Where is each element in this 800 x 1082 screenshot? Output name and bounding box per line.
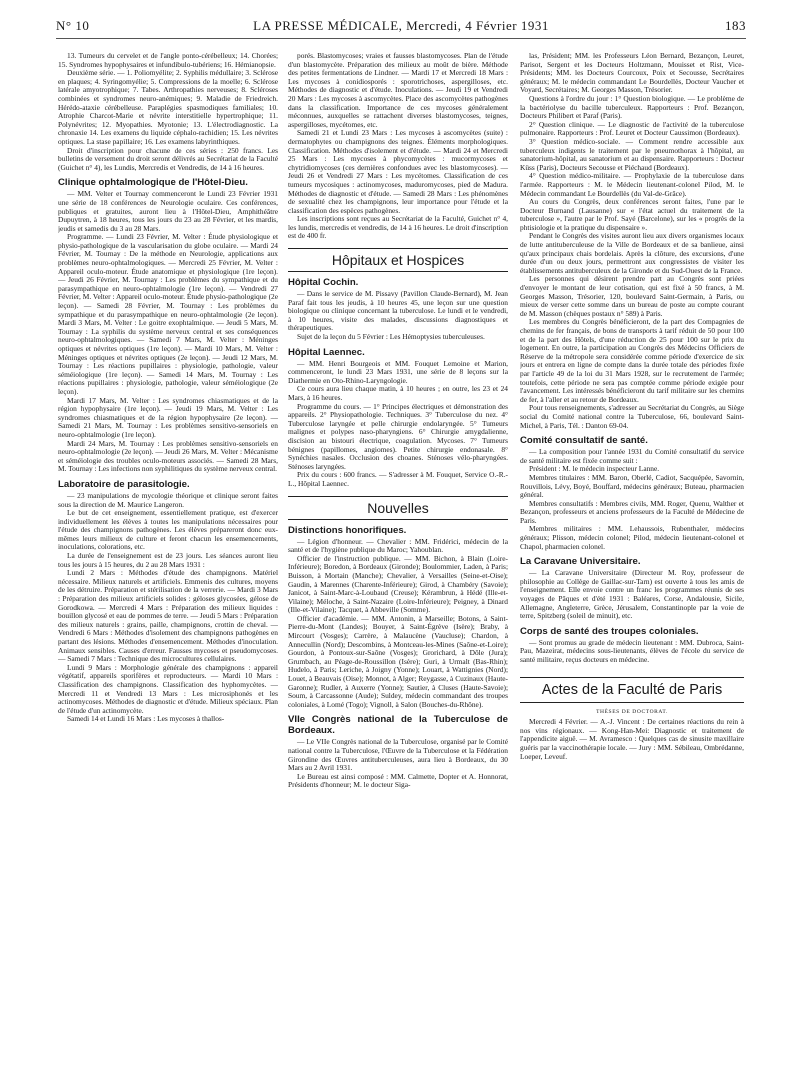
heading-corps-sante-coloniales: Corps de santé des troupes coloniales. (520, 625, 699, 637)
page-header (56, 18, 746, 34)
paragraph: Samedi 14 et Lundi 16 Mars : Les mycoses à thallos- (67, 714, 225, 724)
paragraph: Deuxième série. — 1. Poliomyélite; 2. Syphilis médullaire; 3. Sclérose en plaques; 4. Syringomyélie; 5. Compressions de la moelle; 6. Sclérose latérale amyotrophique; 7. Tabes. Arthropathies nerveuses; 8. Scléroses combinées et syndromes neuro-anémiques; 9. Maladie de Friedreich. Hérédo-ataxie cérébelleuse. Paraplégies spasmodiques familiales; 10. Atrophie Charcot-Marie et névrite interstitielle hypertrophique; 11. Polynévrites; 12. Myopathies. Myotonie; 13. L'électrodiagnostic. La chronaxie 14. Les examens du liquide céphalo-rachidien; 15. Les névrites optiques. La stase papillaire; 16. Les examens labyrinthiques. (58, 68, 278, 146)
heading-hopital-cochin: Hôpital Cochin. (288, 277, 359, 289)
paragraph: Samedi 21 et Lundi 23 Mars : Les mycoses à ascomycètes (suite) : dermatophytes ou champignons des teignes. Éléments morphologiques. Classification. Méthodes d'isolement et d'étude. — Mardi 24 et Mercredi 25 Mars : Les mycoses à phycomycètes : mucormycoses et chytridiomycoses (ces dernières confondues avec les blastomycoses). — Jeudi 26 et Vendredi 27 Mars : Les mycétomes. Classification de ces tumeurs mycosiques : actinomycoses, maduromycoses, pied de Madura. Méthodes de diagnostic et d'étude. — Samedi 28 Mars : Les phénomènes de sexualité chez les champignons, leur importance pour l'étude et la classification des espèces pathogènes. (288, 128, 508, 215)
heading-comite-consultatif: Comité consultatif de santé. (520, 435, 648, 447)
column-1 (58, 52, 278, 724)
paragraph: Sujet de la leçon du 5 Février : Les Hémoptysies tuberculeuses. (297, 332, 485, 342)
column-2 (288, 52, 508, 790)
page-number: 183 (725, 18, 746, 33)
paragraph: — Le VIIe Congrès national de la Tuberculose, organisé par le Comité national contre la Tuberculose, l'Œuvre de la Tuberculose et la Fédération Girondine des Œuvres antituberculeuses, aura lieu à Bordeaux, du 30 Mars au 2 Avril 1931. (288, 737, 508, 773)
paragraph: porés. Blastomycoses; vraies et fausses blastomycoses. Plan de l'étude d'un blastomycète. Préparation des milieux au moût de bière. Méthode des petites fermentations de Lindner. — Mardi 17 et Mercredi 18 Mars : Les mycoses à conidiosporés : sporotrichoses, aspergilloses, etc. Méthodes de diagnostic et d'étude. Inoculations. — Jeudi 19 et Vendredi 20 Mars : Les mycoses à ascomycètes. Place des ascomycètes pathogènes dans la classification. Importance de ces mycoses généralement méconnues, auxquelles se rattachent diverses blastomycoses, teignes, aspergilloses, mycétomes, etc. (288, 52, 508, 129)
paragraph: Membres consultatifs : Membres civils, MM. Roger, Quenu, Walther et Bezançon, professeurs et anciens professeurs de la Faculté de Médecine de Paris. (520, 498, 744, 525)
heading-distinctions: Distinctions honorifiques. (288, 524, 407, 536)
paragraph: Les membres du Congrès bénéficieront, de la part des Compagnies de chemins de fer français, de bons de transports à tarif réduit de 50 pour 100 et de la part des Hôtels, d'une réduction de 25 pour 100 sur le prix du logement. En outre, la participation au Congrès des Médecins Officiers de Réserve de la métropole sera considérée comme période d'exercice de six jours et entrera en ligne de compte dans la durée totale des périodes fixée par l'article 49 de la loi du 31 Mars 1928, sur le recrutement de l'armée; toutefois, cette période ne sera pas comptée comme période exigée pour l'avancement. Les intéressés bénéficieront du tarif militaire sur les chemins de fer, à l'aller et au retour de Bordeaux. (520, 317, 744, 404)
paragraph: — MM. Henri Bourgeois et MM. Fouquet Lemoine et Marion, commenceront, le lundi 23 Mars 1931, une série de 8 leçons sur la Diathermie en Oto-Rhino-Laryngologie. (288, 358, 508, 385)
paragraph: Mardi 17 Mars, M. Velter : Les syndromes chiasmatiques et de la région hypophysaire (1re leçon). — Jeudi 19 Mars, M. Velter : Les syndromes chiasmatiques et de la région hypophysaire (2e leçon). — Samedi 21 Mars, M. Tournay : Les problèmes sensitivo-sensoriels en neuro-ophtalmologie (1re leçon). (58, 395, 278, 439)
paragraph: Ce cours aura lieu chaque matin, à 10 heures ; en outre, les 23 et 24 Mars, à 16 heures. (288, 384, 508, 402)
paragraph: Officier de l'instruction publique. — MM. Bichon, à Blain (Loire-Inférieure); Boredon, à Bordeaux (Gironde); Boulommier, Laden, à Paris; Buisson, à Mortain (Manche); Chevalier, à Versailles (Seine-et-Oise); Gaudin, à Marennes (Charente-Inférieure); Girod, à Chambéry (Savoie); Janicot, à Saint-Marc-à-Loubaud (Creuse); Kérambrun, à Hédé (Ille-et-Vilaine); Méloche, à Saint-Nazaire (Loire-Inférieure); Peigney, à Dinard (Ille-et-Vilaine); Tacquet, à Abbeville (Somme). (288, 553, 508, 615)
paragraph: Lundi 9 Mars : Morphologie générale des champignons : appareil végétatif, appareils sporifères et reproducteurs. — Mardi 10 Mars : Classification des champignons. Classification des hyphomycètes. — Mercredi 11 et Vendredi 13 Mars : Les microsiphonés et les actinomycoses. Méthodes de diagnostic et d'étude. Milieux spéciaux. Plan de l'étude d'un actinomycète. (58, 662, 278, 715)
paragraph: Questions à l'ordre du jour : 1° Question biologique. — Le problème de la bactériolyse du bacille tuberculeux. Rapporteurs : Prof. Bezançon, Docteurs Philibert et Paraf (Paris). (520, 93, 744, 121)
heading-laboratoire-parasitologie: Laboratoire de parasitologie. (58, 478, 190, 490)
paragraph: — MM. Velter et Tournay commenceront le Lundi 23 Février 1931 une série de 18 conférences de Neurologie oculaire. Ces conférences, publiques et gratuites, auront lieu à l'Hôtel-Dieu, Amphithéâtre Dupuytren, à 18 heures, tous les jours du 23 au 28 Février, et les mardis, jeudis et samedis du 3 au 28 Mars. (58, 189, 278, 233)
paragraph: 13. Tumeurs du cervelet et de l'angle ponto-cérébelleux; 14. Chorées; 15. Syndromes hypophysaires et infundibulo-tubériens; 16. Hémianopsie. (58, 52, 278, 69)
subheading-theses: THÈSES DE DOCTORAT. (596, 708, 668, 715)
issue-number: N° 10 (56, 18, 90, 33)
paragraph: Le Bureau est ainsi composé : MM. Calmette, Dopter et A. Honnorat, Présidents d'honneur; M. le docteur Siga- (288, 771, 508, 790)
paragraph: Lundi 2 Mars : Méthodes d'étude des champignons. Matériel nécessaire. Milieux naturels et artificiels. Emmenis des cultures, moyens de les détruire. Préparation et stérilisation de la verrerie. — Mardi 3 Mars : Préparation des milieux artificiels solides : géloses glycosées, gélose de Gorodkowa. — Mercredi 4 Mars : Préparation des milieux liquides : bouillon glycosé et eau de pommes de terre. — Jeudi 5 Mars : Préparation des milieux naturels : grains, paille, champignons, crottin de cheval. — Vendredi 6 Mars : Méthodes d'isolement des champignons pathogènes en partant des lésions. Méthodes d'ensemencement. Méthodes d'inoculation. Animaux sensibles. Causes d'erreur. Fausses mycoses et pseudomycoses. — Samedi 7 Mars : Technique des microcultures cellulaires. (58, 568, 278, 664)
paragraph: Officier d'académie. — MM. Antonin, à Marseille; Botons, à Saint-Pierre-du-Mont (Landes); Bouyer, à Saint-Égrève (Isère); Braby, à Mircourt (Vosges); Carrère, à Malaucène (Vaucluse); Chardon, à Annecullin (Nord); Descombins, à Montceau-les-Mines (Saône-et-Loire); Gourdon, à Pontoux-sur-Saône (Vosges); Grorichard, à Dôle (Jura); Grumbach, au Péage-de-Roussillon (Isère); Guri, à Urmalt (Bas-Rhin); Hudelo, à Paris; Leriche, à Joigny (Yonne); Louart, à Wattignies (Nord); Louet, à Beauvais (Oise); Monnot, à Alger; Reygasse, à Cuzinaux (Haute-Garonne); Rudler, à Auxerre (Yonne); Sautier, à Cluses (Haute-Savoie); Soum, à Carcassonne (Aude); Suldey, médecin commandant des troupes coloniales, à Lomé (Togo); Vignoll, à Salon (Bouches-du-Rhône). (288, 613, 508, 709)
paragraph: Les inscriptions sont reçues au Secrétariat de la Faculté, Guichet n° 4, les lundis, mercredis et vendredis, de 14 à 16 heures. Le droit d'inscription est de 400 fr. (288, 214, 508, 241)
paragraph: — Légion d'honneur. — Chevalier : MM. Fridérici, médecin de la santé et de l'hygiène publique du Maroc; Yahoublan. (288, 536, 508, 555)
paragraph: las, Président; MM. les Professeurs Léon Bernard, Bezançon, Leuret, Parisot, Sergent et les Docteurs Holtzmann, Mouisset et Rist, Vice-Présidents; MM. les Docteurs Courcoux, Poix et Secousse, Secrétaires généraux; M. le médecin commandant Le Bourdellès, Docteur Vaucher et Voyard, Secrétaires; M. Georges Masson, Trésorier. (520, 52, 744, 95)
paragraph: Mardi 24 Mars, M. Tournay : Les problèmes sensitivo-sensoriels en neuro-ophtalmologie (2e leçon). — Jeudi 26 Mars, M. Velter : Mécanisme et séméiologie des troubles oculo-moteurs associés. — Samedi 28 Mars, M. Tournay : Les infections non syphilitiques du système nerveux central. (58, 438, 278, 474)
paragraph: Le but de cet enseignement, essentiellement pratique, est d'exercer individuellement les élèves à toutes les manipulations nécessaires pour l'étude des champignons pathogènes. Les élèves prépareront donc eux-mêmes leurs milieux de culture et feront chacun les ensemencements, inoculations, colorations, etc. (58, 508, 278, 552)
heading-hopital-laennec: Hôpital Laennec. (288, 346, 365, 358)
paragraph: 4° Question médico-militaire. — Prophylaxie de la tuberculose dans l'armée. Rapporteurs : M. le Médecin lieutenant-colonel Pilod, M. le Médecin commandant Le Bourdellès (du Val-de-Grâce). (520, 171, 744, 198)
paragraph: Programme du cours. — 1° Principes électriques et démonstration des appareils. 2° Physiopathologie. Techniques. 3° Tuberculose du nez. 4° Tuberculose laryngée et pelle chirurgie endolaryngée. 5° Tumeurs malignes et polypes naso-pharyngiens. 6° Chirurgie amygdalienne, discision au bistouri électrique, coagulation. Mycoses. 7° Tumeurs bénignes (papillomes, angiomes). Petite chirurgie endonasale. 8° Synéchies nasales. Occlusion des choanes. Sténoses vélo-pharyngées. Sténoses laryngées. (288, 401, 508, 471)
paragraph: Mercredi 4 Février. — A.-J. Vincent : De certaines réactions du rein à nos vins régionaux. — Kong-Han-Mei: Diagnostic et traitement de l'appendicite aiguë. — M. Avramesco : Quelques cas de sinusite maxillaire guéris par la vaccinothérapie locale. — Jury : MM. Sébileau, Ombrédanne, Loeper, Leveuf. (520, 717, 744, 761)
section-title-actes-faculte: Actes de la Faculté de Paris (520, 677, 744, 703)
heading-congres-tuberculose: VIIe Congrès national de la Tuberculose de Bordeaux. (288, 714, 508, 737)
paragraph: Droit d'inscription pour chacune de ces séries : 250 francs. Les bulletins de versement du droit seront délivrés au Secrétariat de la Faculté (Guichet n° 4), les Lundis, Mercredis et Vendredis, de 14 à 16 heures. (58, 145, 278, 172)
paragraph: La durée de l'enseignement est de 23 jours. Les séances auront lieu tous les jours à 15 heures, du 2 au 28 Mars 1931 : (58, 551, 278, 569)
paragraph: — La composition pour l'année 1931 du Comité consultatif du service de santé militaire est fixée comme suit : (520, 447, 744, 465)
paragraph: 3° Question médico-sociale. — Comment rendre accessible aux tuberculeux indigents le traitement par le pneumothorax à l'hôpital, au sanatorium-hôpital, au sanatorium et au dispensaire. Rapporteurs : Docteur Küss (Paris), Docteurs Secousse et Piéchaud (Bordeaux). (520, 136, 744, 172)
section-title-hopitaux: Hôpitaux et Hospices (288, 248, 508, 272)
paragraph: Les personnes qui désirent prendre part au Congrès sont priées d'envoyer le montant de leur cotisation, qui est fixé à 50 francs, à M. Georges Masson, Trésorier, 120, boulevard Saint-Germain, à Paris, ou mieux de verser cette somme dans un bureau de poste au compte courant de M. Masson (chèques postaux n° 589) à Paris. (520, 274, 744, 318)
paragraph: Membres titulaires : MM. Baron, Oberlé, Cadiot, Sacquépée, Savornin, Rouvillois, Lévy, Boyé, Bouffard, médecins généraux; Buteau, pharmacien général. (520, 472, 744, 500)
section-title-nouvelles: Nouvelles (288, 496, 508, 520)
paragraph: Pour tous renseignements, s'adresser au Secrétariat du Congrès, au Siège social du Comité national contre la Tuberculose, 66, boulevard Saint-Michel, à Paris, Tél. : Danton 69-04. (520, 403, 744, 430)
paragraph: — Sont promus au grade de médecin lieutenant : MM. Dubroca, Saint-Pau, Mazeirat, médecins sous-lieutenants, élèves de l'école du service de santé militaire, reçus docteurs en médecine. (520, 637, 744, 664)
paragraph: Prix du cours : 600 francs. — S'adresser à M. Fouquet, Service O.-R.-L., Hôpital Laennec. (288, 470, 508, 488)
paragraph: Président : M. le médecin inspecteur Lanne. (529, 464, 660, 474)
paragraph: — La Caravane Universitaire (Directeur M. Roy, professeur de philosophie au Collège de Gaillac-sur-Tarn) est ouverte à tous les amis de l'enseignement. Elle envoie contre un franc les programmes réunis de ses voyages de Pâques et d'été 1931 : Baléares, Corse, Andalousie, Sicile, Allemagne, Angleterre, Grèce, Jérusalem, Constantinople par la voie de terre, Spitzberg (soleil de minuit), etc. (520, 568, 744, 621)
paragraph: — 23 manipulations de mycologie théorique et clinique seront faites sous la direction de M. Maurice Langeron. (58, 490, 278, 509)
paragraph: Au cours du Congrès, deux conférences seront faites, l'une par le Docteur Burnand (Lausanne) sur « l'état actuel du traitement de la tuberculose », l'autre par le Prof. Sayé (Barcelone), sur les « progrès de la phtisiologie et la pratique du dispensaire ». (520, 197, 744, 232)
heading-clinique-ophtalmologique: Clinique ophtalmologique de l'Hôtel-Dieu. (58, 177, 248, 189)
header-rule (56, 38, 746, 39)
paragraph: Membres militaires : MM. Lehaussois, Rubenthaler, médecins généraux; Plisson, médecin colonel; Pilod, médecin lieutenant-colonel et Chapol, pharmacien colonel. (520, 524, 744, 551)
heading-caravane-universitaire: La Caravane Universitaire. (520, 556, 641, 568)
journal-title: LA PRESSE MÉDICALE, Mercredi, 4 Février 1931 (253, 18, 549, 33)
paragraph: 2° Question clinique. — Le diagnostic de l'activité de la tuberculose pulmonaire. Rapporteurs : Prof. Leuret et Docteur Caussimon (Bordeaux). (520, 119, 744, 138)
paragraph: Programme. — Lundi 23 Février, M. Velter : Étude physiologique et physio-pathologique de la vascularisation du globe oculaire. — Mardi 24 Février, M. Tournay : De la méthode en Neurologie, applications aux problèmes neuro-ophtalmologiques. — Mercredi 25 Février, M. Velter : Appareil oculo-moteur. Étude anatomique et physiologique (1re leçon). — Jeudi 26 Février, M. Tournay : Les problèmes du sympathique et du parasympathique en neuro-ophtalmologie (1re leçon). — Vendredi 27 Février, M. Velter : Appareil oculo-moteur. Étude physio-pathologique (2e leçon). — Samedi 28 Février, M. Tournay : Les problèmes du sympathique et du parasympathique en neuro-ophtalmologie (2e leçon). Mardi 3 Mars, M. Velter : Le goitre exophtalmique. — Jeudi 5 Mars, M. Tournay : La syphilis du système nerveux central et ses conséquences neuro-ophtalmologiques. — Samedi 7 Mars, M. Velter : Méninges optiques et névrites optiques (1re leçon). — Mardi 10 Mars, M. Velter : Méninges optiques et névrites optiques (2e leçon). — Jeudi 12 Mars, M. Tournay : Les réactions pupillaires : physiologie, pathologie, valeur séméiologique (1re leçon). — Samedi 14 Mars, M. Tournay : Les réactions pupillaires : physiologie, pathologie, valeur séméiologique (2e leçon). (58, 232, 278, 396)
column-3 (520, 52, 744, 761)
paragraph: Pendant le Congrès des visites auront lieu aux divers organismes locaux de lutte antituberculeuse de la Ville de Bordeaux et de sa banlieue, ainsi qu'aux principaux chais bordelais. Après la clôture, des excursions, d'une durée d'un ou deux jours, permettront aux congressistes de visiter les établissements antituberculeux de la Gironde et du Sud-Ouest de la France. (520, 231, 744, 275)
paragraph: — Dans le service de M. Pissavy (Pavillon Claude-Bernard), M. Jean Paraf fait tous les jeudis, à 10 heures 45, une leçon sur une question biologique ou clinique concernant la tuberculose. Le lundi et le vendredi, à 10 heures, visite des malades, discussions diagnostiques et thérapeutiques. (288, 289, 508, 333)
